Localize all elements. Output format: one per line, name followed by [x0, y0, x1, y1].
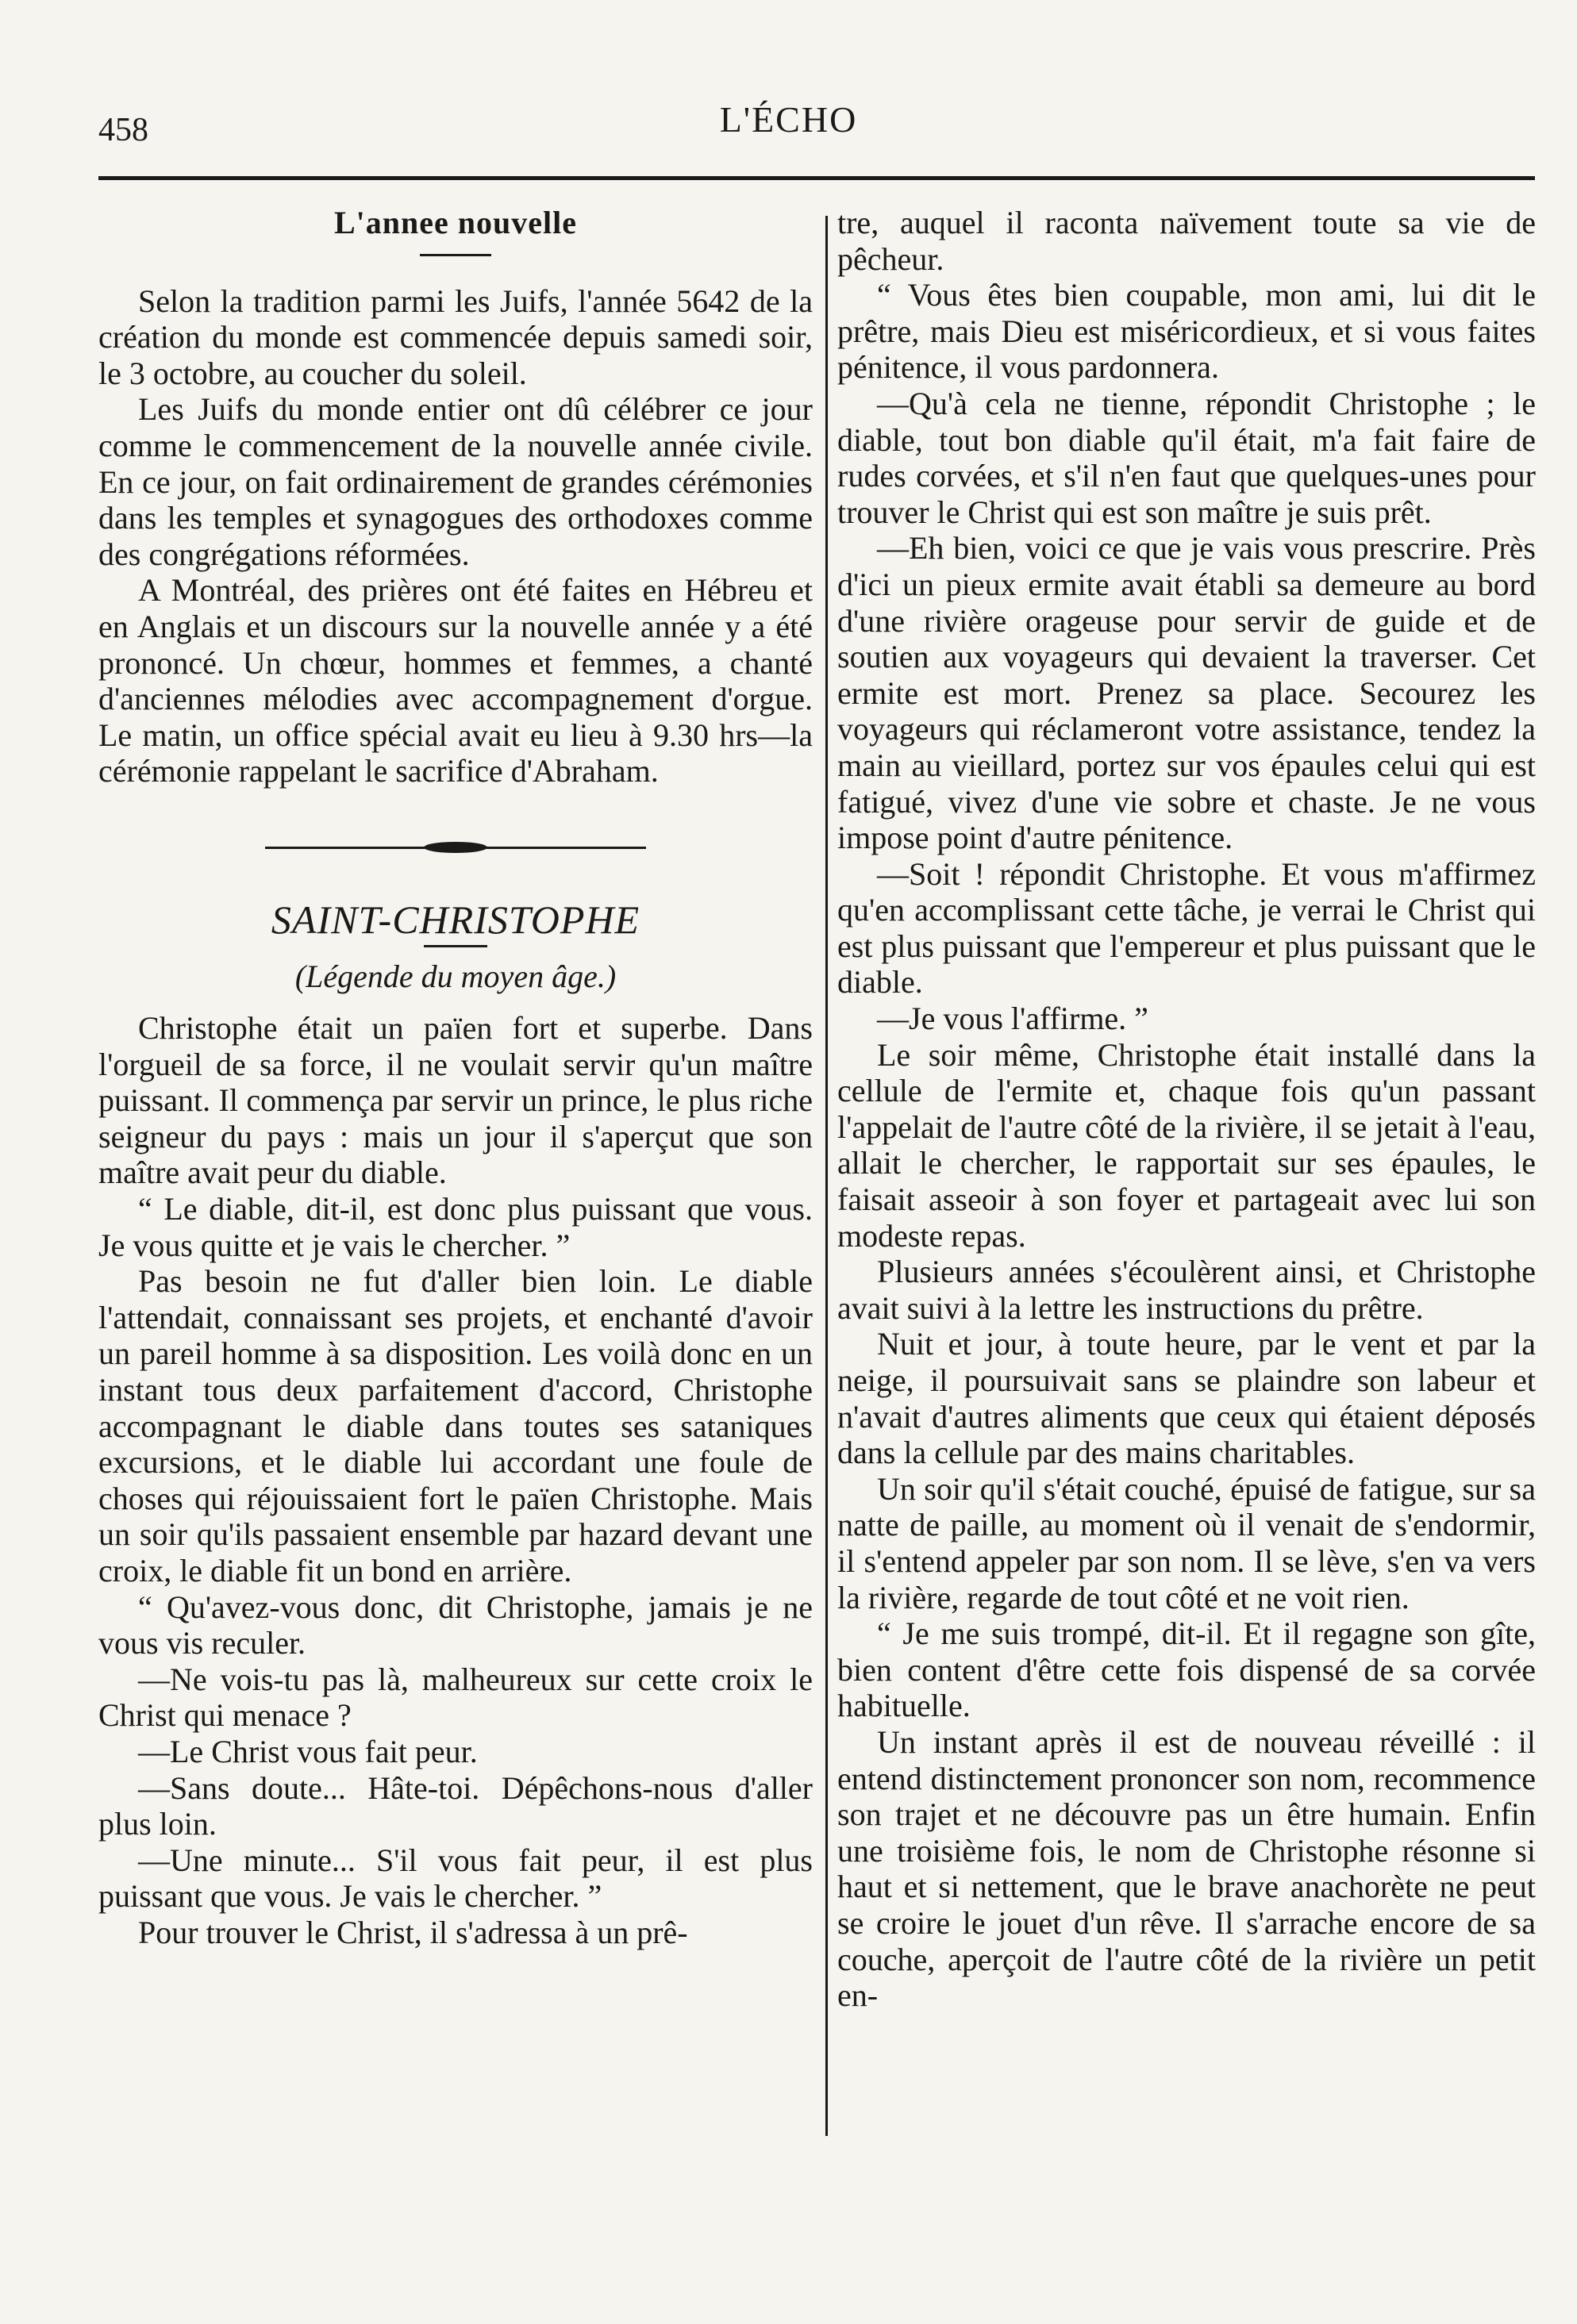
- paragraph: Les Juifs du monde entier ont dû célébrer ce jour comme le commencement de la nouvelle année civile. En ce jour, on fait ordinairement de grandes cérémonies dans les temples et synagogues des orthodoxes comme des congrégations réformées.: [98, 391, 813, 572]
- paragraph: —Soit ! répondit Christophe. Et vous m'affirmez qu'en accomplissant cette tâche, je verrai le Christ qui est plus puissant que l'empereur et plus puissant que le diable.: [837, 855, 1536, 1001]
- paragraph: “ Qu'avez-vous donc, dit Christophe, jamais je ne vous vis reculer.: [98, 1588, 813, 1661]
- paragraph: —Je vous l'affirme. ”: [877, 1001, 1148, 1037]
- section-ornament: [265, 842, 646, 853]
- paragraph: Un soir qu'il s'était couché, épuisé de fatigue, sur sa natte de paille, au moment où il venait de s'endormir, il s'entend appeler par son nom. Il se lève, s'en va vers la rivière, regarde de tout côté et ne voit rien.: [837, 1470, 1536, 1615]
- paragraph: Christophe était un païen fort et superbe. Dans l'orgueil de sa force, il ne voulait servir qu'un maître puissant. Il commença par servir un prince, le plus riche seigneur du pays : mais un jour il s'aperçut que son maître avait peur du diable.: [98, 1010, 813, 1191]
- ornament-center: [424, 842, 487, 853]
- story-title: SAINT-CHRISTOPHE: [271, 897, 640, 942]
- page-number: 458: [98, 112, 148, 148]
- paragraph-continuation: tre, auquel il raconta naïvement toute sa vie de pêcheur.: [837, 205, 1536, 277]
- article-title-annee-nouvelle: L'annee nouvelle: [333, 205, 578, 240]
- story-title-rule: [424, 945, 487, 947]
- paragraph: —Une minute... S'il vous fait peur, il est plus puissant que vous. Je vais le chercher. ”: [98, 1842, 813, 1915]
- paragraph: Pour trouver le Christ, il s'adressa à un prê-: [138, 1914, 688, 1950]
- paragraph: —Sans doute... Hâte-toi. Dépêchons-nous d'aller plus loin.: [98, 1769, 813, 1842]
- story-subtitle: (Légende du moyen âge.): [294, 958, 617, 994]
- paragraph: Selon la tradition parmi les Juifs, l'année 5642 de la création du monde est commencée depuis samedi soir, le 3 octobre, au coucher du soleil.: [98, 282, 813, 391]
- paragraph: Le soir même, Christophe était installé dans la cellule de l'ermite et, chaque fois qu'un passant l'appelait de l'autre côté de la rivière, il se jetait à l'eau, allait le chercher, le rapportait sur ses épaules, le faisait asseoir à son foyer et partageait avec lui son modeste repas.: [837, 1036, 1536, 1254]
- paragraph: “ Vous êtes bien coupable, mon ami, lui dit le prêtre, mais Dieu est miséricordieux, et si vous faites pénitence, il vous pardonnera.: [837, 277, 1536, 386]
- paragraph: —Le Christ vous fait peur.: [138, 1733, 478, 1769]
- paragraph: Un instant après il est de nouveau réveillé : il entend distinctement prononcer son nom, recommence son trajet et ne découvre pas un être humain. Enfin une troisième fois, le nom de Christophe résonne si haut et si nettement, que le brave anachorète ne peut se croire le jouet d'un rêve. Il s'arrache encore de sa couche, aperçoit de l'autre côté de la rivière un petit en-: [837, 1723, 1536, 2014]
- paragraph: “ Je me suis trompé, dit-il. Et il regagne son gîte, bien content d'être cette fois dispensé de sa corvée habituelle.: [837, 1615, 1536, 1724]
- title-rule: [420, 254, 491, 256]
- paragraph: Nuit et jour, à toute heure, par le vent et par la neige, il poursuivait sans se plaindre son labeur et n'avait d'autres aliments que ceux qui étaient déposés dans la cellule par des mains charitables.: [837, 1326, 1536, 1471]
- running-title: L'ÉCHO: [719, 99, 858, 140]
- paragraph: —Eh bien, voici ce que je vais vous prescrire. Près d'ici un pieux ermite avait établi sa demeure au bord d'une rivière orageuse pour servir de guide et de soutien aux voyageurs qui devaient la traverser. Cet ermite est mort. Prenez sa place. Secourez les voyageurs qui réclameront votre assistance, tendez la main au vieillard, portez sur vos épaules celui qui est fatigué, vivez d'une vie sobre et chaste. Je ne vous impose point d'autre pénitence.: [837, 530, 1536, 856]
- paragraph: Plusieurs années s'écoulèrent ainsi, et Christophe avait suivi à la lettre les instructions du prêtre.: [837, 1254, 1536, 1326]
- paragraph: A Montréal, des prières ont été faites en Hébreu et en Anglais et un discours sur la nouvelle année y a été prononcé. Un chœur, hommes et femmes, a chanté d'anciennes mélodies avec accompagnement d'orgue. Le matin, un office spécial avait eu lieu à 9.30 hrs—la cérémonie rappelant le sacrifice d'Abraham.: [98, 572, 813, 789]
- paragraph: —Qu'à cela ne tienne, répondit Christophe ; le diable, tout bon diable qu'il était, m'a fait faire de rudes corvées, et s'il n'en faut que quelques-unes pour trouver le Christ qui est son maître je suis prêt.: [837, 385, 1536, 530]
- left-column: [98, 205, 813, 1951]
- column-divider: [825, 216, 828, 2136]
- paragraph: “ Le diable, dit-il, est donc plus puissant que vous. Je vous quitte et je vais le chercher. ”: [98, 1191, 813, 1263]
- header-rule: [98, 176, 1535, 180]
- paragraph: Pas besoin ne fut d'aller bien loin. Le diable l'attendait, connaissant ses projets, et enchanté d'avoir un pareil homme à sa disposition. Les voilà donc en un instant tous deux parfaitement d'accord, Christophe accompagnant le diable dans toutes ses sataniques excursions, et le diable lui accordant une foule de choses qui réjouissaient fort le païen Christophe. Mais un soir qu'ils passaient ensemble par hazard devant une croix, le diable fit un bond en arrière.: [98, 1263, 813, 1588]
- right-column: [837, 205, 1536, 2014]
- paragraph: —Ne vois-tu pas là, malheureux sur cette croix le Christ qui menace ?: [98, 1661, 813, 1734]
